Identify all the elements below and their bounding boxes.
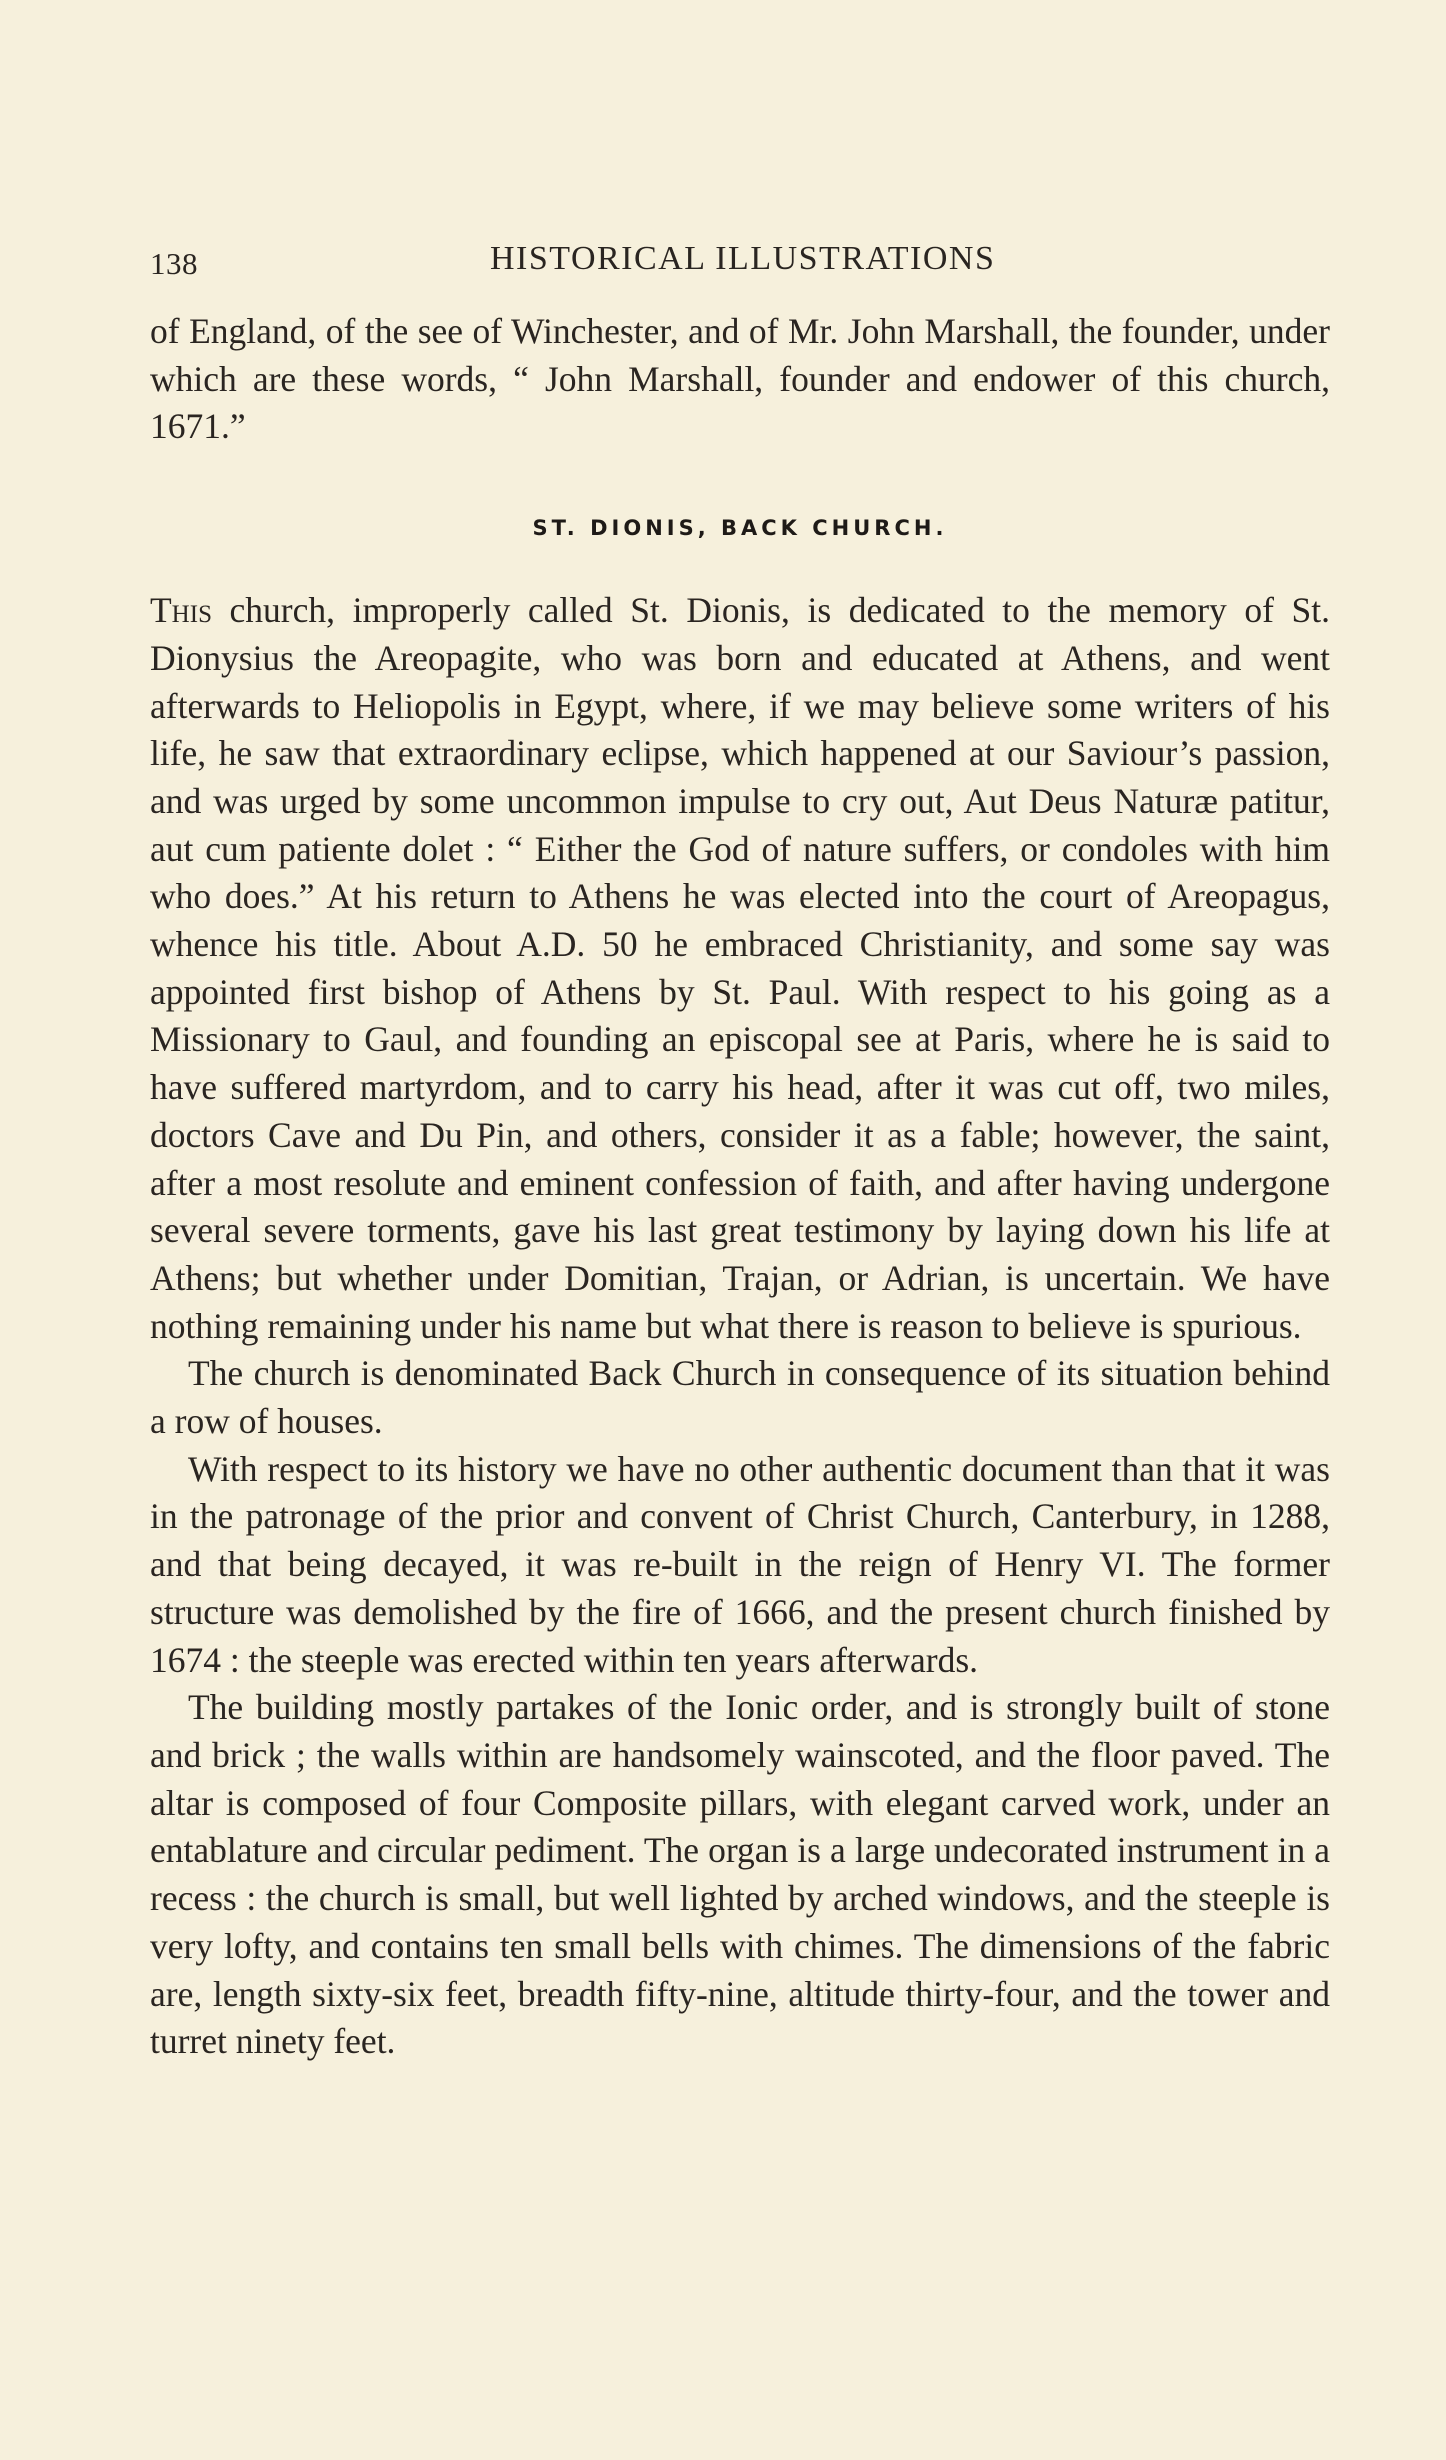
paragraph-1 — [150, 587, 1330, 1350]
paragraph-2: The church is denominated Back Church in consequence of its situation behind a row of houses. — [150, 1353, 1330, 1442]
section-heading: ST. DIONIS, BACK CHURCH. — [532, 516, 948, 541]
text-block — [150, 308, 1330, 2066]
paragraph-4: The building mostly partakes of the Ionic order, and is strongly built of stone and brick ; the walls within are handsomely wainscoted, and the floor paved. The altar is composed of four Composite pillars, with elegant carved work, under an entablature and circular pediment. The organ is a large undecorated instrument in a recess : the church is small, but well lighted by arched windows, and the steeple is very lofty, and contains ten small bells with chimes. The dimensions of the fabric are, length sixty-six feet, breadth fifty-nine, altitude thirty-four, and the tower and turret ninety feet. — [150, 1687, 1330, 2062]
running-head — [150, 240, 1330, 290]
paragraph-1-text: church, improperly called St. Dionis, is dedicated to the memory of St. Dionysius the Areopagite, who was born and educated at Athens, and went afterwards to Heliopolis in Egypt, where, if we may believe some writers of his life, he saw that extraordinary eclipse, which happened at our Saviour’s passion, and was urged by some uncommon impulse to cry out, Aut Deus Naturæ patitur, aut cum patiente dolet : “ Either the God of nature suffers, or condoles with him who does.” At his return to Athens he was elected into the court of Areopagus, whence his title. About A.D. 50 he embraced Christianity, and some say was appointed first bishop of Athens by St. Paul. With respect to his going as a Missionary to Gaul, and founding an episcopal see at Paris, where he is said to have suffered martyrdom, and to carry his head, after it was cut off, two miles, doctors Cave and Du Pin, and others, consider it as a fable; however, the saint, after a most resolute and eminent confession of faith, and after having undergone several severe torments, gave his last great testimony by laying down his life at Athens; but whether under Domitian, Trajan, or Adrian, is uncertain. We have nothing remaining under his name but what there is reason to believe is spurious. — [150, 590, 1330, 1346]
drop-word: This — [150, 590, 212, 631]
running-title: HISTORICAL ILLUSTRATIONS — [490, 240, 996, 277]
page-number: 138 — [150, 246, 198, 281]
paragraph-3: With respect to its history we have no other authentic document than that it was in the patronage of the prior and convent of Christ Church, Canterbury, in 1288, and that being decayed, it was re-built in the reign of Henry VI. The former structure was demolished by the fire of 1666, and the present church finished by 1674 : the steeple was erected within ten years afterwards. — [150, 1448, 1330, 1680]
intro-paragraph: of England, of the see of Winchester, and of Mr. John Marshall, the founder, under which are these words, “ John Marshall, founder and endower of this church, 1671.” — [150, 311, 1330, 447]
